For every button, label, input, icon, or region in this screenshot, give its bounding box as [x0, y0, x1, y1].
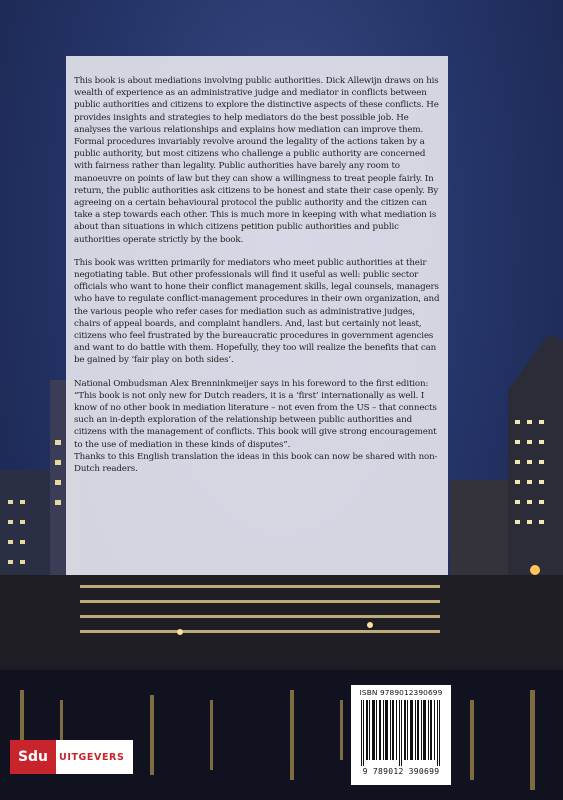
isbn-label: ISBN 9789012390699 — [359, 688, 443, 697]
blurb-panel — [66, 56, 448, 575]
barcode-box — [351, 685, 451, 785]
blurb-paragraph-4: Thanks to this English translation the ideas in this book can now be shared with non-Dutch readers. — [74, 451, 438, 475]
isbn-digits: 9 789012 390699 — [362, 767, 440, 776]
publisher-logo-mark: Sdu — [10, 740, 56, 774]
blurb-paragraph-1: This book is about mediations involving public authorities. Dick Allewijn draws on his wealth of experience as an administrative judge and mediator in conflicts between public authorities and citizens to explore the distinctive aspects of these conflicts. He provides insights and strategies to help mediators do the best possible job. He analyses the various relationships and explains how mediation can improve them. Formal procedures invariably revolve around the legality of the actions taken by a public authority, but most citizens who challenge a public authority are concerned with fairness rather than legality. Public authorities have barely any room to manoeuvre on points of law but they can show a willingness to treat people fairly. In return, the public authorities ask citizens to be honest and state their case openly. By agreeing on a certain behavioural protocol the public authority and the citizen can take a step towards each other. This is much more in keeping with what mediation is about than situations in which citizens petition public authorities and public authorities operate strictly by the book. — [74, 76, 439, 245]
publisher-logo-word: UITGEVERS — [59, 751, 125, 763]
publisher-logo — [10, 740, 133, 774]
barcode-icon — [359, 700, 443, 766]
blurb-paragraph-3: National Ombudsman Alex Brenninkmeijer says in his foreword to the first edition: “This book is not only new for Dutch readers, it is a ‘first’ internationally as well. I know of no other book in mediation literature – not even from the US – that connects such an in-depth exploration of the relationship between public authorities and citizens with the management of conflicts. This book will give strong encouragement to the use of mediation in these kinds of disputes”. — [74, 378, 437, 450]
blurb-paragraph-2: This book was written primarily for mediators who meet public authorities at their negotiating table. But other professionals will find it useful as well: public sector officials who want to hone their conflict management skills, legal counsels, managers who have to regulate conflict-management procedures in their own organization, and the various people who refer cases for mediation such as administrative judges, chairs of appeal boards, and complaint handlers. And, last but certainly not least, citizens who feel frustrated by the bureaucratic procedures in government agencies and want to do battle with them. Hopefully, they too will realize the benefits that can be gained by ‘fair play on both sides’. — [74, 257, 440, 366]
